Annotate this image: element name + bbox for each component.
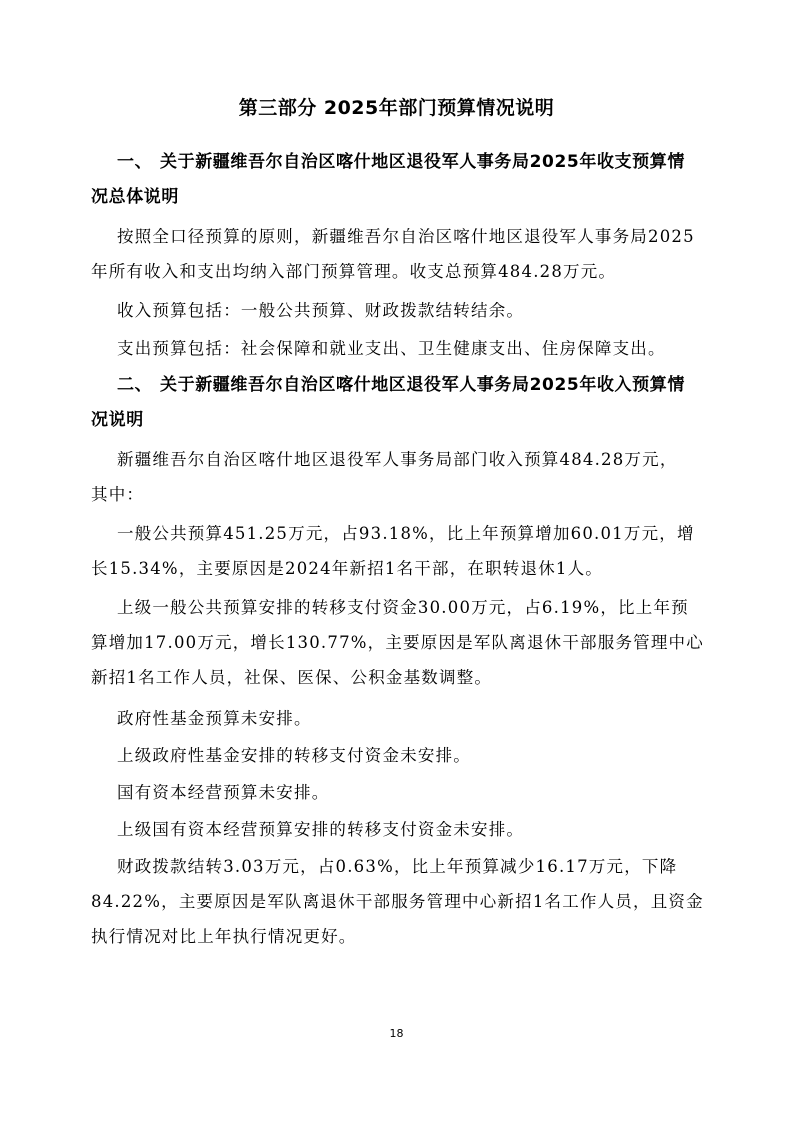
section-2-paragraph-2 [91,516,711,586]
section-1-paragraph-2 [91,293,711,328]
section-2-paragraph-6-line1: 国有资本经营预算未安排。 [117,783,330,802]
section-2-paragraph-5 [91,738,711,773]
section-2-paragraph-2-line1: 一般公共预算451.25万元，占93.18%，比上年预算增加60.01万元，增 [117,524,695,543]
section-2-paragraph-8-line3: 执行情况对比上年执行情况更好。 [91,927,357,946]
section-2-paragraph-2-line2: 长15.34%，主要原因是2024年新招1名干部，在职转退休1人。 [91,559,604,578]
page-number: 18 [389,1027,404,1040]
section-1-paragraph-2-line1: 收入预算包括：一般公共预算、财政拨款结转结余。 [117,301,525,320]
section-2-paragraph-1-line1: 新疆维吾尔自治区喀什地区退役军人事务局部门收入预算484.28万元， [117,450,678,469]
section-2-number: 二、 [117,375,153,395]
section-1-paragraph-1-line1: 按照全口径预算的原则，新疆维吾尔自治区喀什地区退役军人事务局2025 [117,227,695,246]
section-1-paragraph-3-line1: 支出预算包括：社会保障和就业支出、卫生健康支出、住房保障支出。 [117,339,666,358]
section-2-paragraph-8-line2: 84.22%，主要原因是军队离退休干部服务管理中心新招1名工作人员，且资金 [91,892,704,911]
section-2-paragraph-1 [91,442,711,512]
section-2-paragraph-6 [91,775,711,810]
section-1-number: 一、 [117,152,153,172]
section-2-heading-line2: 况说明 [91,410,144,430]
section-1-heading-line1: 关于新疆维吾尔自治区喀什地区退役军人事务局2025年收支预算情 [160,152,685,172]
section-2-paragraph-3-line1: 上级一般公共预算安排的转移支付资金30.00万元，占6.19%，比上年预 [117,598,689,617]
section-2-paragraph-7 [91,812,711,847]
section-2-heading-line1: 关于新疆维吾尔自治区喀什地区退役军人事务局2025年收入预算情 [160,375,685,395]
section-1-paragraph-1 [91,219,711,289]
section-2-paragraph-3-line3: 新招1名工作人员，社保、医保、公积金基数调整。 [91,668,493,687]
section-2-paragraph-3 [91,590,711,695]
section-2-paragraph-4 [91,701,711,736]
section-1-paragraph-3 [91,331,711,366]
section-2-heading [91,368,717,430]
section-2-paragraph-8 [91,849,711,954]
section-2-paragraph-7-line1: 上级国有资本经营预算安排的转移支付资金未安排。 [117,820,525,839]
section-2-paragraph-1-line2: 其中： [91,485,145,504]
section-1-heading-line2: 况总体说明 [91,187,179,207]
section-1-heading [91,145,717,207]
section-2-paragraph-4-line1: 政府性基金预算未安排。 [117,709,312,728]
section-2-paragraph-3-line2: 算增加17.00万元，增长130.77%，主要原因是军队离退休干部服务管理中心 [91,633,704,652]
section-2-paragraph-8-line1: 财政拨款结转3.03万元，占0.63%，比上年预算减少16.17万元，下降 [117,857,678,876]
page-title: 第三部分 2025年部门预算情况说明 [238,97,555,119]
section-2-paragraph-5-line1: 上级政府性基金安排的转移支付资金未安排。 [117,746,471,765]
section-1-paragraph-1-line2: 年所有收入和支出均纳入部门预算管理。收支总预算484.28万元。 [91,262,617,281]
